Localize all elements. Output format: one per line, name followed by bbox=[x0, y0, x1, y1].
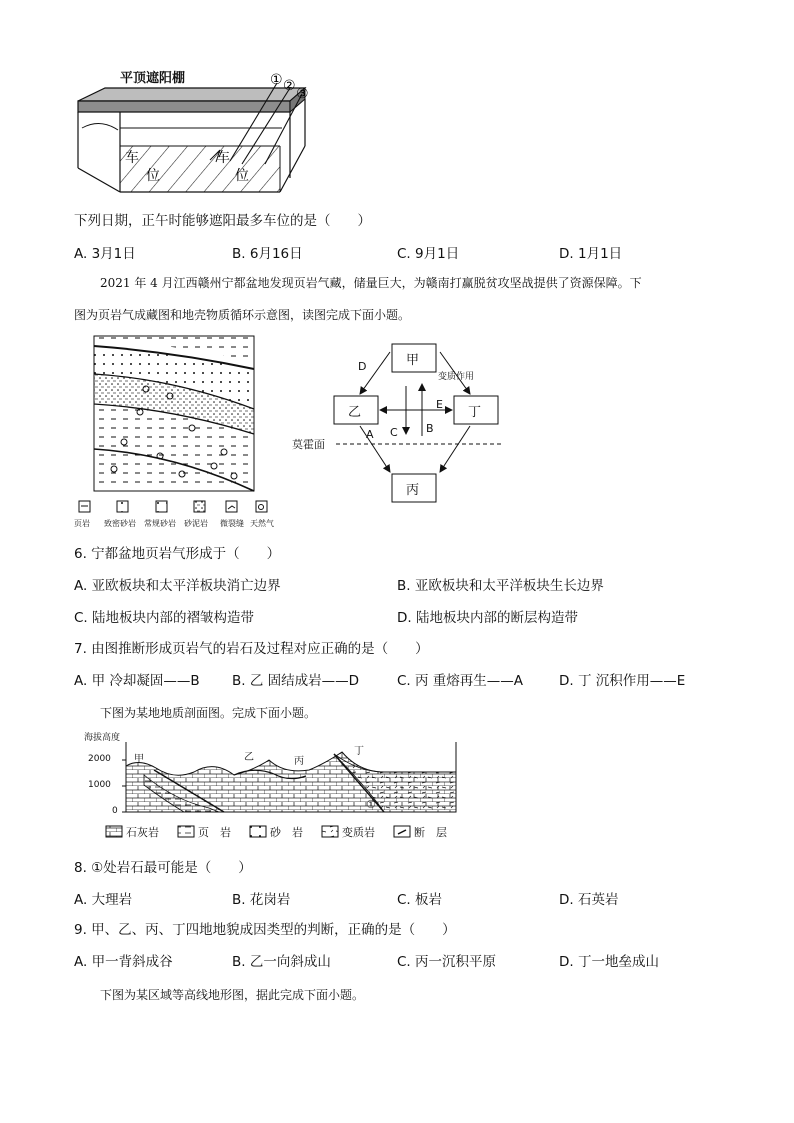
legend-sandstone: 砂 岩 bbox=[270, 826, 303, 839]
legend-metamorphic: 变质岩 bbox=[342, 826, 375, 839]
moho-label: 莫霍面 bbox=[292, 438, 325, 451]
q6-option-c[interactable]: C. 陆地板块内部的褶皱构造带 bbox=[74, 610, 255, 626]
label-ding: 丁 bbox=[468, 405, 482, 420]
legend-fault: 断 层 bbox=[414, 826, 447, 839]
q7-option-b[interactable]: B. 乙 固结成岩——D bbox=[232, 673, 360, 689]
q8-option-c[interactable]: C. 板岩 bbox=[397, 892, 443, 908]
label-bing: 丙 bbox=[406, 483, 420, 498]
marker-rock-1: ① bbox=[366, 798, 376, 811]
q9-option-a[interactable]: A. 甲一背斜成谷 bbox=[74, 954, 173, 970]
q7-option-a[interactable]: A. 甲 冷却凝固——B bbox=[74, 673, 200, 689]
y-axis-title: 海拔高度 bbox=[84, 733, 121, 743]
marker-2: ② bbox=[283, 78, 296, 94]
legend-tight-sandstone: 致密砂岩 bbox=[104, 519, 136, 528]
passage1-line2: 图为页岩气成藏图和地壳物质循环示意图，读图完成下面小题。 bbox=[74, 308, 411, 322]
passage2: 下图为某地地质剖面图。完成下面小题。 bbox=[100, 706, 317, 720]
q6-option-d[interactable]: D. 陆地板块内部的断层构造带 bbox=[397, 610, 578, 626]
rock-cycle-diagram bbox=[290, 336, 510, 506]
legend-shale-rock: 页 岩 bbox=[198, 826, 231, 839]
roof-front bbox=[78, 101, 290, 112]
arrow-label-e: E bbox=[436, 398, 443, 411]
q9-option-c[interactable]: C. 丙一沉积平原 bbox=[397, 954, 497, 970]
q7-option-d[interactable]: D. 丁 沉积作用——E bbox=[559, 673, 686, 689]
arrow-label-a: A bbox=[366, 428, 374, 441]
q7-stem: 7. 由图推断形成页岩气的岩石及过程对应正确的是（ ） bbox=[74, 641, 429, 657]
passage3: 下图为某区域等高线地形图，据此完成下面小题。 bbox=[100, 988, 365, 1002]
q8-option-d[interactable]: D. 石英岩 bbox=[559, 892, 619, 908]
q9-option-d[interactable]: D. 丁一地垒成山 bbox=[559, 954, 659, 970]
q5-option-c[interactable]: C. 9月1日 bbox=[397, 246, 460, 262]
place-yi: 乙 bbox=[244, 752, 254, 763]
legend-conventional-sandstone: 常规砂岩 bbox=[144, 519, 176, 528]
q8-option-a[interactable]: A. 大理岩 bbox=[74, 892, 133, 908]
arrow-label-c: C bbox=[390, 426, 398, 439]
place-bing: 丙 bbox=[294, 756, 304, 767]
q6-option-a[interactable]: A. 亚欧板块和太平洋板块消亡边界 bbox=[74, 578, 281, 594]
marker-3: ③ bbox=[296, 86, 309, 102]
fig4-legend bbox=[104, 824, 464, 840]
q9-option-b[interactable]: B. 乙一向斜成山 bbox=[232, 954, 331, 970]
q6-stem: 6. 宁都盆地页岩气形成于（ ） bbox=[74, 546, 281, 562]
q8-stem: 8. ①处岩石最可能是（ ） bbox=[74, 860, 252, 876]
legend-limestone: 石灰岩 bbox=[126, 826, 159, 839]
y-tick-1000: 1000 bbox=[88, 780, 111, 790]
legend-sandy-mudstone: 砂泥岩 bbox=[184, 519, 208, 528]
fig1-title: 平顶遮阳棚 bbox=[120, 71, 186, 86]
place-jia: 甲 bbox=[134, 754, 144, 765]
arrow-label-d: D bbox=[358, 360, 367, 373]
roof-top bbox=[78, 88, 305, 101]
slot-1-char-a: 车 bbox=[125, 150, 139, 166]
label-jia: 甲 bbox=[406, 353, 420, 368]
parking-shade-drawing bbox=[70, 68, 330, 200]
figure-parking-shade bbox=[70, 68, 330, 200]
legend-shale: 页岩 bbox=[74, 519, 90, 528]
q5-option-b[interactable]: B. 6月16日 bbox=[232, 246, 303, 262]
slot-1-char-b: 位 bbox=[146, 168, 160, 184]
fig2-legend bbox=[74, 500, 284, 534]
label-yi: 乙 bbox=[348, 405, 362, 420]
figure-shale-gas-reservoir bbox=[74, 334, 274, 534]
place-ding: 丁 bbox=[354, 746, 364, 757]
arrow-label-b: B bbox=[426, 422, 434, 435]
q8-option-b[interactable]: B. 花岗岩 bbox=[232, 892, 291, 908]
y-tick-0: 0 bbox=[112, 806, 118, 816]
q9-stem: 9. 甲、乙、丙、丁四地地貌成因类型的判断，正确的是（ ） bbox=[74, 922, 456, 938]
q6-option-b[interactable]: B. 亚欧板块和太平洋板块生长边界 bbox=[397, 578, 604, 594]
legend-natural-gas: 天然气 bbox=[250, 519, 274, 528]
figure-rock-cycle bbox=[290, 336, 510, 506]
legend-micro-fracture: 微裂缝 bbox=[220, 519, 244, 528]
passage1-line1: 2021 年 4 月江西赣州宁都盆地发现页岩气藏，储量巨大，为赣南打赢脱贫攻坚战提供了资源保障。下 bbox=[100, 276, 642, 290]
q5-stem: 下列日期，正午时能够遮阳最多车位的是（ ） bbox=[74, 213, 371, 229]
slot-2-char-a: 车 bbox=[216, 150, 230, 166]
y-tick-2000: 2000 bbox=[88, 754, 111, 764]
q5-option-a[interactable]: A. 3月1日 bbox=[74, 246, 136, 262]
slot-2-char-b: 位 bbox=[235, 168, 249, 184]
marker-1: ① bbox=[270, 72, 283, 88]
q7-option-c[interactable]: C. 丙 重熔再生——A bbox=[397, 673, 524, 689]
ground-hatch bbox=[120, 146, 280, 192]
fig2-legend-swatches bbox=[74, 500, 284, 516]
q5-option-d[interactable]: D. 1月1日 bbox=[559, 246, 623, 262]
metamorphism-label: 变质作用 bbox=[438, 372, 475, 382]
figure-geologic-section bbox=[84, 730, 464, 842]
